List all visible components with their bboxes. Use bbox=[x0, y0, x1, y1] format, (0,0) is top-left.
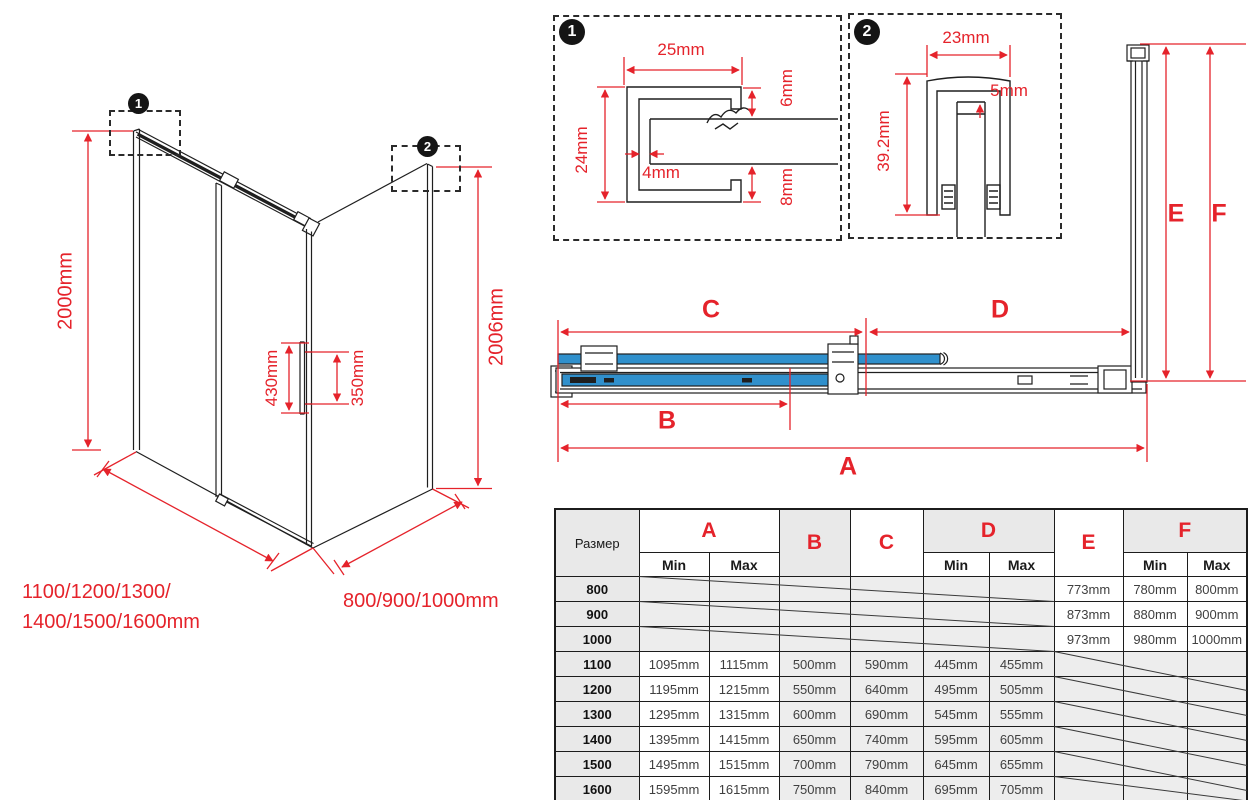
cell-1000-b bbox=[779, 627, 850, 652]
cell-1600-b: 750mm bbox=[779, 777, 850, 800]
cell-800-a_max bbox=[709, 577, 779, 602]
detail1-slot-label: 4mm bbox=[642, 163, 680, 182]
header-col-A: A bbox=[639, 509, 779, 553]
cell-1500-e bbox=[1054, 752, 1123, 777]
detail1-height-label: 24mm bbox=[572, 126, 591, 174]
table-row bbox=[555, 577, 1247, 602]
dim-letter-E: E bbox=[1167, 199, 1185, 228]
iso-enclosure-drawing bbox=[134, 129, 433, 548]
dim-letter-B: B bbox=[657, 406, 677, 435]
header-col-B: B bbox=[779, 509, 850, 577]
cell-1500-a_max: 1515mm bbox=[709, 752, 779, 777]
cell-900-size: 900 bbox=[555, 602, 639, 627]
cell-1000-a_max bbox=[709, 627, 779, 652]
cell-1300-f_max bbox=[1187, 702, 1247, 727]
header-F-max: Max bbox=[1187, 553, 1247, 577]
cell-1100-d_min: 445mm bbox=[923, 652, 989, 677]
cell-900-d_min bbox=[923, 602, 989, 627]
table-row bbox=[555, 702, 1247, 727]
cell-1300-a_min: 1295mm bbox=[639, 702, 709, 727]
cell-1400-f_min bbox=[1123, 727, 1187, 752]
cell-1600-d_min: 695mm bbox=[923, 777, 989, 800]
cell-1300-a_max: 1315mm bbox=[709, 702, 779, 727]
depth-options-label: 800/900/1000mm bbox=[343, 590, 499, 612]
table-row bbox=[555, 627, 1247, 652]
detail-1-number: 1 bbox=[567, 23, 577, 40]
detail1-bottomgap-label: 8mm bbox=[777, 168, 796, 206]
cell-1100-f_max bbox=[1187, 652, 1247, 677]
cell-1600-d_max: 705mm bbox=[989, 777, 1054, 800]
cell-1100-a_min: 1095mm bbox=[639, 652, 709, 677]
cell-900-e: 873mm bbox=[1054, 602, 1123, 627]
detail2-gap-label: 5mm bbox=[990, 81, 1028, 100]
table-row bbox=[555, 752, 1247, 777]
detail1-width-label: 25mm bbox=[657, 40, 705, 59]
cell-1000-a_min bbox=[639, 627, 709, 652]
cell-1400-c: 740mm bbox=[850, 727, 923, 752]
handle-length-label: 430mm bbox=[262, 349, 281, 407]
cell-800-d_max bbox=[989, 577, 1054, 602]
cell-1300-f_min bbox=[1123, 702, 1187, 727]
cell-1200-f_min bbox=[1123, 677, 1187, 702]
width-options-line1: 1100/1200/1300/ bbox=[22, 581, 171, 603]
header-col-D: D bbox=[923, 509, 1054, 553]
cell-1200-d_max: 505mm bbox=[989, 677, 1054, 702]
dim-letter-F: F bbox=[1211, 199, 1227, 228]
cell-1600-e bbox=[1054, 777, 1123, 800]
cell-1600-f_max bbox=[1187, 777, 1247, 800]
detail2-height-label: 39.2mm bbox=[874, 110, 893, 172]
cell-1500-d_min: 645mm bbox=[923, 752, 989, 777]
cell-1200-d_min: 495mm bbox=[923, 677, 989, 702]
cell-1300-size: 1300 bbox=[555, 702, 639, 727]
cell-1600-a_max: 1615mm bbox=[709, 777, 779, 800]
cell-1300-c: 690mm bbox=[850, 702, 923, 727]
cell-1000-e: 973mm bbox=[1054, 627, 1123, 652]
marker-2-badge bbox=[417, 136, 438, 157]
cell-800-c bbox=[850, 577, 923, 602]
cell-1400-d_min: 595mm bbox=[923, 727, 989, 752]
table-row bbox=[555, 602, 1247, 627]
dim-letter-D: D bbox=[990, 295, 1010, 324]
cell-1200-b: 550mm bbox=[779, 677, 850, 702]
cell-1400-size: 1400 bbox=[555, 727, 639, 752]
cell-1100-b: 500mm bbox=[779, 652, 850, 677]
height-right-label: 2006mm bbox=[485, 288, 508, 366]
header-col-C: C bbox=[850, 509, 923, 577]
cell-1200-e bbox=[1054, 677, 1123, 702]
cell-1000-f_max: 1000mm bbox=[1187, 627, 1247, 652]
cell-1300-b: 600mm bbox=[779, 702, 850, 727]
cell-1300-d_min: 545mm bbox=[923, 702, 989, 727]
cell-1100-e bbox=[1054, 652, 1123, 677]
cell-1400-b: 650mm bbox=[779, 727, 850, 752]
marker-1-number: 1 bbox=[134, 96, 143, 111]
header-A-min: Min bbox=[639, 553, 709, 577]
cell-1100-size: 1100 bbox=[555, 652, 639, 677]
cell-1000-f_min: 980mm bbox=[1123, 627, 1187, 652]
dim-letter-C: C bbox=[701, 295, 721, 324]
cell-800-f_min: 780mm bbox=[1123, 577, 1187, 602]
cell-1400-d_max: 605mm bbox=[989, 727, 1054, 752]
cell-800-size: 800 bbox=[555, 577, 639, 602]
cell-1500-b: 700mm bbox=[779, 752, 850, 777]
cell-1200-f_max bbox=[1187, 677, 1247, 702]
table-row bbox=[555, 677, 1247, 702]
cell-1100-f_min bbox=[1123, 652, 1187, 677]
detail-1-badge bbox=[559, 19, 585, 45]
cell-1200-a_min: 1195mm bbox=[639, 677, 709, 702]
cell-1600-f_min bbox=[1123, 777, 1187, 800]
table-row bbox=[555, 727, 1247, 752]
cell-800-f_max: 800mm bbox=[1187, 577, 1247, 602]
size-table-wrapper bbox=[554, 508, 1248, 800]
cell-1400-f_max bbox=[1187, 727, 1247, 752]
cell-1200-a_max: 1215mm bbox=[709, 677, 779, 702]
cell-1500-c: 790mm bbox=[850, 752, 923, 777]
cell-1100-a_max: 1115mm bbox=[709, 652, 779, 677]
header-col-E: E bbox=[1054, 509, 1123, 577]
cell-1300-d_max: 555mm bbox=[989, 702, 1054, 727]
cell-900-c bbox=[850, 602, 923, 627]
header-size: Размер bbox=[555, 509, 639, 577]
size-table bbox=[554, 508, 1248, 800]
detail1-topgap-label: 6mm bbox=[777, 69, 796, 107]
header-A-max: Max bbox=[709, 553, 779, 577]
cell-1600-c: 840mm bbox=[850, 777, 923, 800]
cell-1400-a_min: 1395mm bbox=[639, 727, 709, 752]
cell-1500-size: 1500 bbox=[555, 752, 639, 777]
cell-1000-size: 1000 bbox=[555, 627, 639, 652]
marker-1-badge bbox=[128, 93, 149, 114]
cell-1500-d_max: 655mm bbox=[989, 752, 1054, 777]
width-options-line2: 1400/1500/1600mm bbox=[22, 611, 200, 633]
cell-1000-c bbox=[850, 627, 923, 652]
dim-letter-A: A bbox=[838, 452, 858, 481]
detail-2-badge bbox=[854, 19, 880, 45]
cell-800-e: 773mm bbox=[1054, 577, 1123, 602]
header-D-max: Max bbox=[989, 553, 1054, 577]
header-col-F: F bbox=[1123, 509, 1247, 553]
cell-1600-size: 1600 bbox=[555, 777, 639, 800]
cell-1000-d_min bbox=[923, 627, 989, 652]
header-D-min: Min bbox=[923, 553, 989, 577]
detail1-callout-box bbox=[109, 110, 181, 156]
cell-1600-a_min: 1595mm bbox=[639, 777, 709, 800]
cell-1500-f_min bbox=[1123, 752, 1187, 777]
cell-900-a_max bbox=[709, 602, 779, 627]
cell-1100-c: 590mm bbox=[850, 652, 923, 677]
table-row bbox=[555, 652, 1247, 677]
cell-900-f_max: 900mm bbox=[1187, 602, 1247, 627]
handle-holes-label: 350mm bbox=[348, 349, 367, 407]
cell-1200-size: 1200 bbox=[555, 677, 639, 702]
cell-800-a_min bbox=[639, 577, 709, 602]
cell-1400-a_max: 1415mm bbox=[709, 727, 779, 752]
iso-dimensions bbox=[72, 131, 492, 575]
cell-1500-a_min: 1495mm bbox=[639, 752, 709, 777]
cell-1300-e bbox=[1054, 702, 1123, 727]
cell-900-b bbox=[779, 602, 850, 627]
cell-900-f_min: 880mm bbox=[1123, 602, 1187, 627]
cell-1400-e bbox=[1054, 727, 1123, 752]
cell-1500-f_max bbox=[1187, 752, 1247, 777]
cell-800-d_min bbox=[923, 577, 989, 602]
cell-800-b bbox=[779, 577, 850, 602]
height-left-label: 2000mm bbox=[54, 252, 77, 330]
detail-2-number: 2 bbox=[862, 23, 872, 40]
marker-2-number: 2 bbox=[423, 139, 432, 154]
detail2-width-label: 23mm bbox=[942, 28, 990, 47]
cell-900-d_max bbox=[989, 602, 1054, 627]
cell-1200-c: 640mm bbox=[850, 677, 923, 702]
table-row bbox=[555, 777, 1247, 800]
cell-1000-d_max bbox=[989, 627, 1054, 652]
cell-900-a_min bbox=[639, 602, 709, 627]
header-F-min: Min bbox=[1123, 553, 1187, 577]
cell-1100-d_max: 455mm bbox=[989, 652, 1054, 677]
